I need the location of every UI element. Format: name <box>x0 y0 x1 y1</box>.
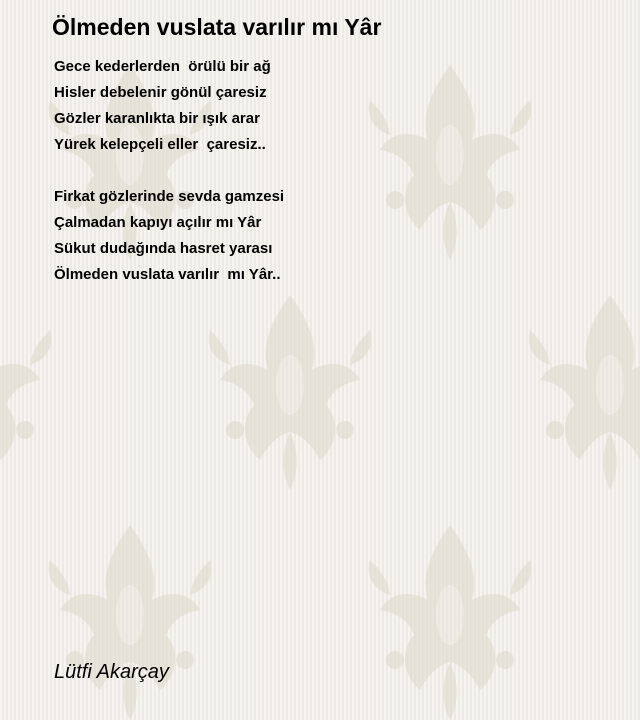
poem-line: Hisler debelenir gönül çaresiz <box>54 84 267 101</box>
poem-line: Gözler karanlıkta bir ışık arar <box>54 110 260 127</box>
poem-line: Ölmeden vuslata varılır mı Yâr.. <box>54 266 281 283</box>
stanza-1 <box>54 54 271 158</box>
poem-title: Ölmeden vuslata varılır mı Yâr <box>52 14 382 40</box>
poem-line: Gece kederlerden örülü bir ağ <box>54 58 271 75</box>
poem-author: Lütfi Akarçay <box>54 661 169 683</box>
poem-line: Çalmadan kapıyı açılır mı Yâr <box>54 214 262 231</box>
poem-line: Firkat gözlerinde sevda gamzesi <box>54 188 285 205</box>
stanza-2 <box>54 184 284 288</box>
poem-line: Yürek kelepçeli eller çaresiz.. <box>54 136 266 153</box>
poem-line: Sükut dudağında hasret yarası <box>54 240 273 257</box>
